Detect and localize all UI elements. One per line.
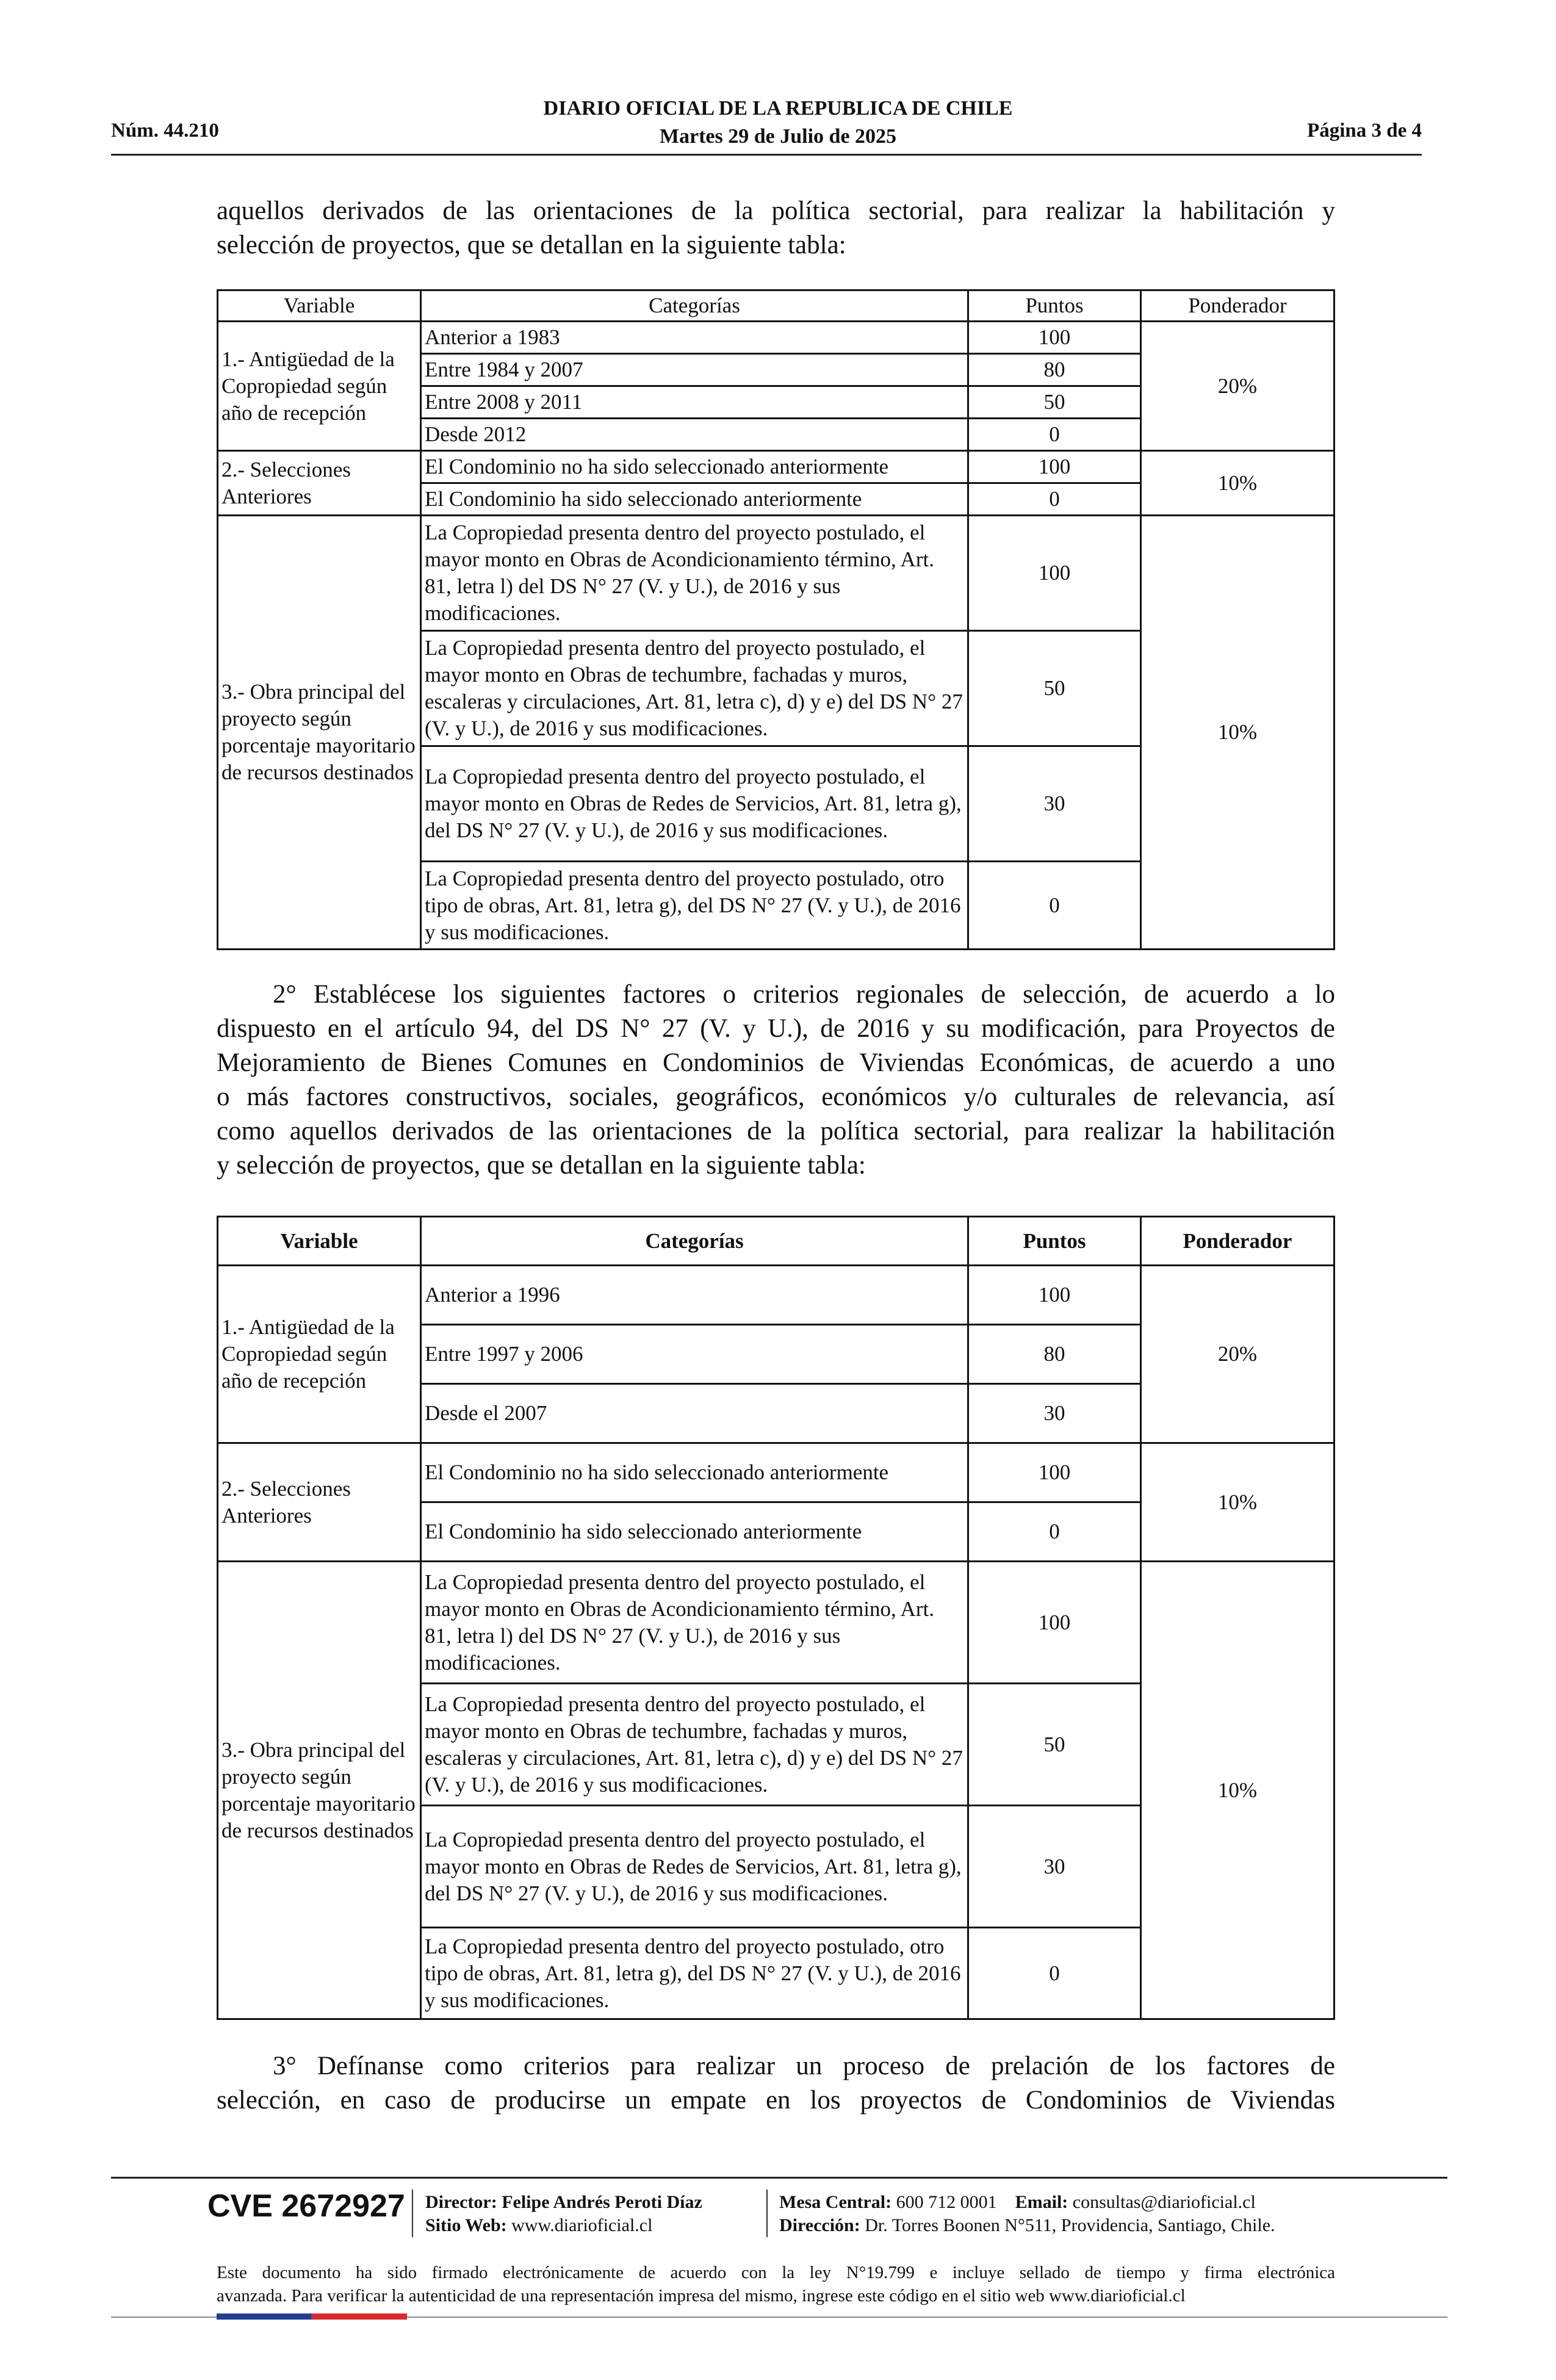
flag-stripe-blue bbox=[217, 2313, 311, 2320]
variable-cell: 3.- Obra principal del proyecto según porcentaje mayoritario de recursos destinados bbox=[218, 1562, 421, 2019]
footer-separator bbox=[412, 2190, 413, 2237]
category-cell: Desde el 2007 bbox=[421, 1384, 968, 1443]
address-value: Dr. Torres Boonen N°511, Providencia, Santiago, Chile. bbox=[865, 2215, 1275, 2235]
points-cell: 50 bbox=[968, 386, 1141, 419]
category-cell: Entre 1984 y 2007 bbox=[421, 354, 968, 386]
mesa-phone: 600 712 0001 bbox=[896, 2192, 997, 2212]
points-cell: 100 bbox=[968, 322, 1141, 354]
category-cell: La Copropiedad presenta dentro del proyecto postulado, otro tipo de obras, Art. 81, letra g), del DS N° 27 (V. y U.), de 2016 y sus modificaciones. bbox=[421, 1928, 968, 2019]
intro-line: aquellos derivados de las orientaciones de la política sectorial, para realizar la habilitación y bbox=[217, 197, 1335, 225]
category-cell: Anterior a 1983 bbox=[421, 322, 968, 354]
paragraph-line: 2° Establécese los siguientes factores o criterios regionales de selección, de acuerdo a lo bbox=[273, 980, 1335, 1009]
points-cell: 0 bbox=[968, 419, 1141, 451]
variable-cell: 1.- Antigüedad de la Copropiedad según año de recepción bbox=[218, 1266, 421, 1443]
paragraph-2 bbox=[217, 978, 1335, 1183]
category-cell: La Copropiedad presenta dentro del proyecto postulado, el mayor monto en Obras de techumbre, fachadas y muros, escaleras y circulaciones, Art. 81, letra c), d) y e) del DS N° 27 (V. y U.), de 2016 y sus modificaciones. bbox=[421, 1684, 968, 1806]
note-line: avanzada. Para verificar la autenticidad de una representación impresa del mismo, ingrese este código en el sitio web www.diarioficial.cl bbox=[217, 2286, 1186, 2306]
header-divider bbox=[111, 154, 1422, 156]
weight-cell: 10% bbox=[1141, 451, 1334, 516]
paragraph-line: y selección de proyectos, que se detallan en la siguiente tabla: bbox=[217, 1151, 866, 1180]
flag-stripe-red bbox=[311, 2313, 407, 2320]
points-cell: 80 bbox=[968, 354, 1141, 386]
points-cell: 0 bbox=[968, 862, 1141, 950]
cve-code: CVE 2672927 bbox=[207, 2188, 405, 2224]
category-cell: La Copropiedad presenta dentro del proyecto postulado, el mayor monto en Obras de Redes de Servicios, Art. 81, letra g), del DS N° 27 (V. y U.), de 2016 y sus modificaciones. bbox=[421, 1806, 968, 1928]
director-label: Director: bbox=[425, 2192, 497, 2212]
table-row bbox=[218, 322, 1334, 354]
category-cell: La Copropiedad presenta dentro del proyecto postulado, el mayor monto en Obras de Redes de Servicios, Art. 81, letra g), del DS N° 27 (V. y U.), de 2016 y sus modificaciones. bbox=[421, 746, 968, 862]
variable-cell: 2.- Selecciones Anteriores bbox=[218, 451, 421, 516]
web-link[interactable]: www.diarioficial.cl bbox=[511, 2215, 653, 2235]
points-cell: 30 bbox=[968, 746, 1141, 862]
weight-cell: 10% bbox=[1141, 516, 1334, 950]
paragraph-line: Mejoramiento de Bienes Comunes en Condominios de Viviendas Económicas, de acuerdo a uno bbox=[217, 1048, 1335, 1077]
mesa-label: Mesa Central: bbox=[779, 2192, 892, 2212]
signature-note bbox=[217, 2261, 1335, 2307]
table-row bbox=[218, 1443, 1334, 1502]
category-cell: La Copropiedad presenta dentro del proyecto postulado, otro tipo de obras, Art. 81, letra g), del DS N° 27 (V. y U.), de 2016 y sus modificaciones. bbox=[421, 862, 968, 950]
points-cell: 0 bbox=[968, 1928, 1141, 2019]
paragraph-line: como aquellos derivados de las orientaciones de la política sectorial, para realizar la habilitación bbox=[217, 1117, 1335, 1145]
category-cell: Entre 2008 y 2011 bbox=[421, 386, 968, 419]
points-cell: 100 bbox=[968, 1562, 1141, 1684]
category-cell: La Copropiedad presenta dentro del proyecto postulado, el mayor monto en Obras de Acondicionamiento término, Art. 81, letra l) del DS N° 27 (V. y U.), de 2016 y sus modificaciones. bbox=[421, 516, 968, 631]
email-label: Email: bbox=[1015, 2192, 1068, 2212]
intro-paragraph bbox=[217, 194, 1335, 262]
weight-cell: 10% bbox=[1141, 1443, 1334, 1562]
issue-date: Martes 29 de Julio de 2025 bbox=[659, 125, 897, 148]
header-variable: Variable bbox=[218, 290, 421, 322]
points-cell: 50 bbox=[968, 631, 1141, 746]
address-label: Dirección: bbox=[779, 2215, 860, 2235]
paragraph-line: 3° Defínanse como criterios para realizar un proceso de prelación de los factores de bbox=[273, 2052, 1335, 2080]
footer-director-block bbox=[425, 2191, 702, 2237]
paragraph-line: selección, en caso de producirse un empate en los proyectos de Condominios de Viviendas bbox=[217, 2086, 1335, 2115]
table-header-row bbox=[218, 290, 1334, 322]
points-cell: 100 bbox=[968, 1266, 1141, 1325]
header-ponderador: Ponderador bbox=[1141, 290, 1334, 322]
points-cell: 0 bbox=[968, 483, 1141, 516]
criteria-table-1 bbox=[217, 289, 1335, 950]
table-row bbox=[218, 516, 1334, 631]
table-row bbox=[218, 451, 1334, 483]
paragraph-line: dispuesto en el artículo 94, del DS N° 27 (V. y U.), de 2016 y su modificación, para Proyectos de bbox=[217, 1014, 1335, 1043]
category-cell: La Copropiedad presenta dentro del proyecto postulado, el mayor monto en Obras de techumbre, fachadas y muros, escaleras y circulaciones, Art. 81, letra c), d) y e) del DS N° 27 (V. y U.), de 2016 y sus modificaciones. bbox=[421, 631, 968, 746]
points-cell: 50 bbox=[968, 1684, 1141, 1806]
category-cell: El Condominio no ha sido seleccionado anteriormente bbox=[421, 451, 968, 483]
points-cell: 80 bbox=[968, 1325, 1141, 1384]
table-header-row bbox=[218, 1217, 1334, 1266]
category-cell: Desde 2012 bbox=[421, 419, 968, 451]
header-puntos: Puntos bbox=[968, 1217, 1141, 1266]
weight-cell: 20% bbox=[1141, 322, 1334, 451]
footer-separator bbox=[766, 2190, 768, 2237]
points-cell: 100 bbox=[968, 516, 1141, 631]
page-indicator: Página 3 de 4 bbox=[1307, 120, 1422, 142]
category-cell: El Condominio ha sido seleccionado anteriormente bbox=[421, 483, 968, 516]
intro-line: selección de proyectos, que se detallan en la siguiente tabla: bbox=[217, 231, 846, 259]
points-cell: 100 bbox=[968, 1443, 1141, 1502]
points-cell: 30 bbox=[968, 1806, 1141, 1928]
variable-cell: 3.- Obra principal del proyecto según porcentaje mayoritario de recursos destinados bbox=[218, 516, 421, 950]
footer-divider bbox=[111, 2177, 1447, 2179]
table-row bbox=[218, 1562, 1334, 1684]
note-line: Este documento ha sido firmado electrónicamente de acuerdo con la ley N°19.799 e incluye sellado de tiempo y firma electrónica bbox=[217, 2263, 1335, 2282]
header-ponderador: Ponderador bbox=[1141, 1217, 1334, 1266]
category-cell: Anterior a 1996 bbox=[421, 1266, 968, 1325]
footer-contact-block bbox=[779, 2191, 1275, 2237]
points-cell: 100 bbox=[968, 451, 1141, 483]
paragraph-3 bbox=[217, 2049, 1335, 2118]
table-row bbox=[218, 1266, 1334, 1325]
category-cell: La Copropiedad presenta dentro del proyecto postulado, el mayor monto en Obras de Acondicionamiento término, Art. 81, letra l) del DS N° 27 (V. y U.), de 2016 y sus modificaciones. bbox=[421, 1562, 968, 1684]
variable-cell: 1.- Antigüedad de la Copropiedad según año de recepción bbox=[218, 322, 421, 451]
weight-cell: 20% bbox=[1141, 1266, 1334, 1443]
category-cell: El Condominio no ha sido seleccionado anteriormente bbox=[421, 1443, 968, 1502]
email-link[interactable]: consultas@diarioficial.cl bbox=[1072, 2192, 1256, 2212]
weight-cell: 10% bbox=[1141, 1562, 1334, 2019]
issue-number: Núm. 44.210 bbox=[111, 120, 219, 142]
web-label: Sitio Web: bbox=[425, 2215, 507, 2235]
header-categorias: Categorías bbox=[421, 290, 968, 322]
header-puntos: Puntos bbox=[968, 290, 1141, 322]
criteria-table-2 bbox=[217, 1216, 1335, 2020]
category-cell: Entre 1997 y 2006 bbox=[421, 1325, 968, 1384]
points-cell: 0 bbox=[968, 1502, 1141, 1562]
paragraph-line: o más factores constructivos, sociales, geográficos, económicos y/o culturales de relevancia, así bbox=[217, 1083, 1335, 1111]
header-categorias: Categorías bbox=[421, 1217, 968, 1266]
header-variable: Variable bbox=[218, 1217, 421, 1266]
variable-cell: 2.- Selecciones Anteriores bbox=[218, 1443, 421, 1562]
newspaper-title: DIARIO OFICIAL DE LA REPUBLICA DE CHILE bbox=[543, 97, 1013, 120]
category-cell: El Condominio ha sido seleccionado anteriormente bbox=[421, 1502, 968, 1562]
director-name: Felipe Andrés Peroti Díaz bbox=[502, 2192, 702, 2212]
points-cell: 30 bbox=[968, 1384, 1141, 1443]
